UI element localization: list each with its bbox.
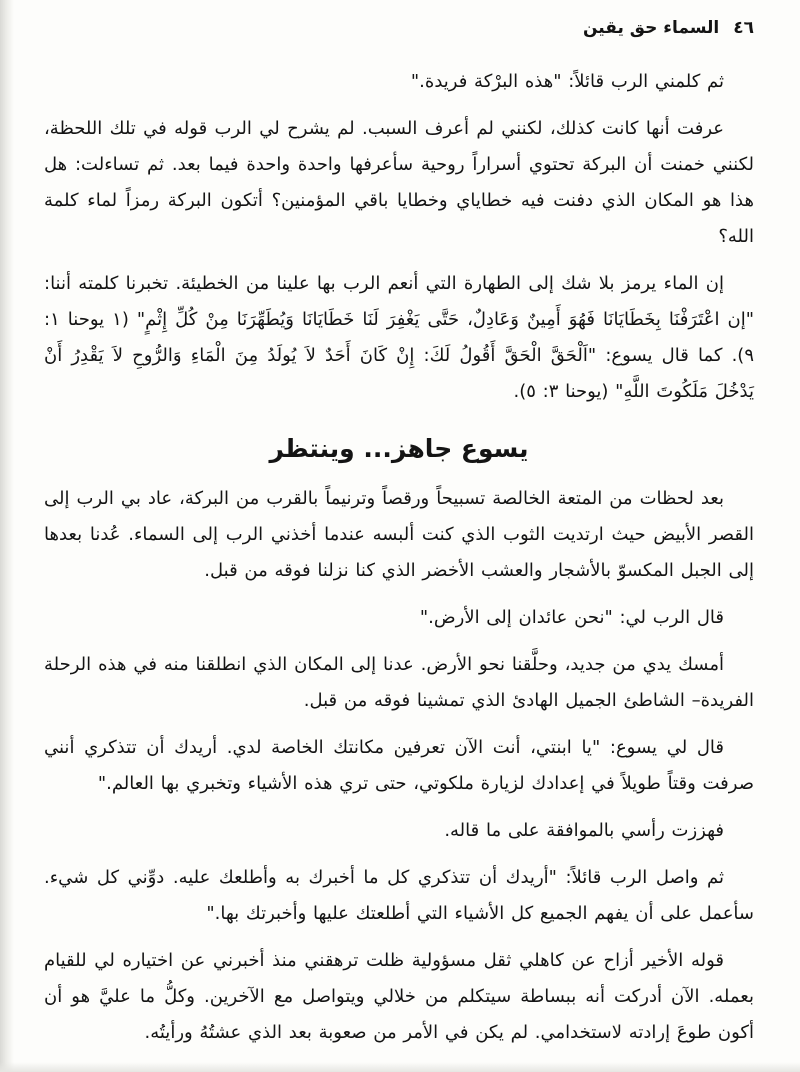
paragraph-returning-to-earth-quote: قال الرب لي: "نحن عائدان إلى الأرض."	[419, 607, 724, 628]
section-heading-jesus-ready-waiting: يسوع جاهز... وينتظر	[269, 434, 529, 463]
paragraph-knew-it-was-unique: عرفت أنها كانت كذلك، لكنني لم أعرف السبب. لم يشرح لي الرب قوله في تلك اللحظة، لكنني خمنت أن البركة تحتوي أسراراً روحية سأعرفها واحدة واحدة فيما بعد. ثم تساءلت: هل هذا هو المكان الذي دفنت فيه خطاياي وخطايا باقي المؤمنين؟ أتكون البركة رمزاً لماء كلمة الله؟	[44, 118, 754, 247]
paragraph-burden-lifted: قوله الأخير أزاح عن كاهلي ثقل مسؤولية ظلت ترهقني منذ أخبرني عن اختياره لي للقيام بعمله. الآن أدركت أنه ببساطة سيتكلم من خلالي ويتواصل مع الآخرين. وكلُّ ما عليَّ هو أن أكون طوعَ إرادته لاستخدامي. لم يكن في الأمر من صعوبة بعد الذي عشتُهُ ورأيتُه.	[44, 950, 754, 1043]
paragraph-write-everything-quote: ثم واصل الرب قائلاً: "أريدك أن تتذكري كل ما أخبرك به وأطلعك عليه. دوِّني كل شيء. سأعمل على أن يفهم الجميع كل الأشياء التي أطلعتك عليها وأخبرتك بها."	[44, 867, 754, 924]
paragraph-water-symbol-scripture: إن الماء يرمز بلا شك إلى الطهارة التي أنعم الرب بها علينا من الخطيئة. تخبرنا كلمته أننا: "إن اعْتَرَفْنَا بِخَطَايَانَا فَهُوَ أَمِينٌ وَعَادِلٌ، حَتَّى يَغْفِرَ لَنَا خَطَايَانَا وَيُطَهِّرَنَا مِنْ كُلِّ إِثْمٍ" (١ يوحنا ١: ٩). كما قال يسوع: "اَلْحَقَّ الْحَقَّ أَقُولُ لَكَ: إِنْ كَانَ أَحَدٌ لاَ يُولَدُ مِنَ الْمَاءِ وَالرُّوحِ لاَ يَقْدِرُ أَنْ يَدْخُلَ مَلَكُوتَ اللَّهِ" (يوحنا ٣: ٥).	[44, 273, 755, 402]
page-number: ٤٦	[733, 18, 754, 38]
paragraph-nodded-agreement: فهززت رأسي بالموافقة على ما قاله.	[444, 820, 724, 841]
paragraph-jesus-daughter-quote: قال لي يسوع: "يا ابنتي، أنت الآن تعرفين مكانتك الخاصة لدي. أريدك أن تتذكري أنني صرفت وقتاً طويلاً في إعدادك لزيارة ملكوتي، حتى تري هذه الأشياء وتخبري بها العالم."	[44, 737, 754, 794]
paragraph-return-to-white-palace: بعد لحظات من المتعة الخالصة تسبيحاً ورقصاً وترنيماً بالقرب من البركة، عاد بي الرب إلى القصر الأبيض حيث ارتديت الثوب الذي كنت ألبسه عندما أخذني الرب إلى السماء. عُدنا بعدها إلى الجبل المكسوّ بالأشجار والعشب الأخضر الذي كنا نزلنا فوقه من قبل.	[44, 488, 754, 581]
paragraph-lord-spoke-pool: ثم كلمني الرب قائلاً: "هذه البرْكة فريدة."	[410, 71, 724, 92]
page-body	[44, 64, 754, 1051]
paragraph-flew-back-to-beach: أمسك يدي من جديد، وحلَّقنا نحو الأرض. عدنا إلى المكان الذي انطلقنا منه في هذه الرحلة الفريدة– الشاطئ الجميل الهادئ الذي تمشينا فوقه من قبل.	[44, 654, 754, 711]
book-title: السماء حق يقين	[582, 18, 720, 38]
running-header	[44, 18, 754, 38]
